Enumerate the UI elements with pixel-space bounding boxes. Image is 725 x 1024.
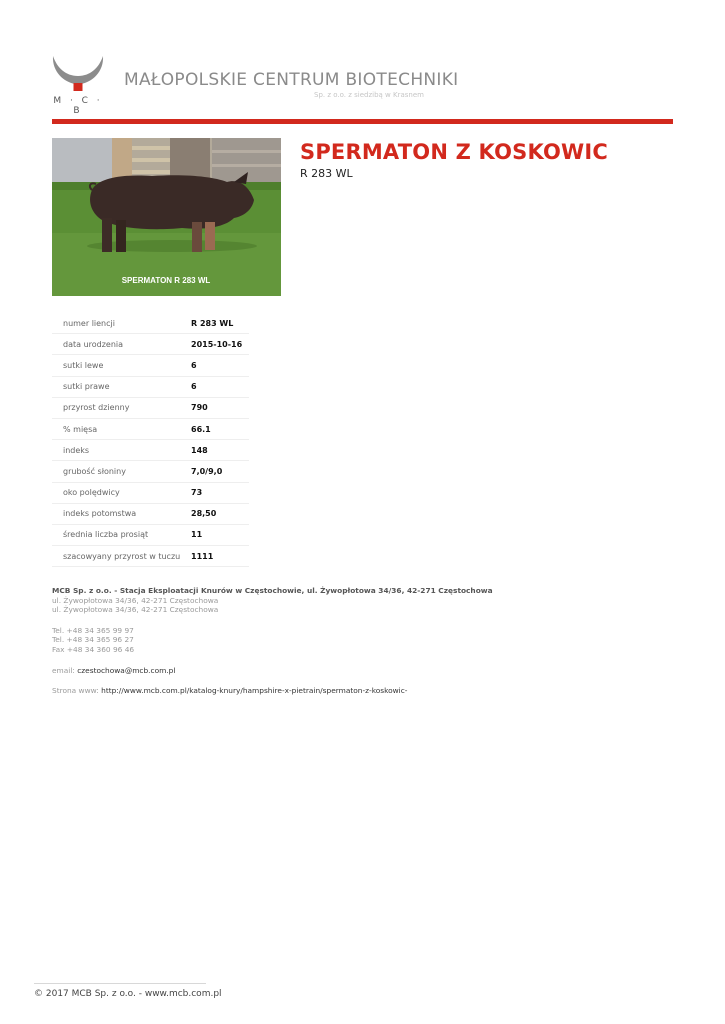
spec-value: 28,50 xyxy=(191,503,249,524)
spec-label: data urodzenia xyxy=(52,334,191,355)
table-row xyxy=(52,546,249,567)
spec-value: 6 xyxy=(191,376,249,397)
spec-label: oko polędwicy xyxy=(52,482,191,503)
contact-fax: Fax +48 34 360 96 46 xyxy=(52,644,135,654)
spec-label: indeks xyxy=(52,440,191,461)
spec-value: 66.1 xyxy=(191,418,249,439)
contact-company: MCB Sp. z o.o. - Stacja Eksploatacji Knurów w Częstochowie, ul. Żywopłotowa 34/36, 42-271 Częstochowa xyxy=(52,586,493,595)
spec-value: 73 xyxy=(191,482,249,503)
spec-label: szacowyany przyrost w tuczu xyxy=(52,546,191,567)
mcb-logo xyxy=(50,52,106,116)
contact-www-row xyxy=(52,686,493,696)
footer-copyright: © 2017 MCB Sp. z o.o. - www.mcb.com.pl xyxy=(34,989,222,999)
spec-label: przyrost dzienny xyxy=(52,397,191,418)
spec-label: indeks potomstwa xyxy=(52,503,191,524)
brand-name: MAŁOPOLSKIE CENTRUM BIOTECHNIKI xyxy=(124,70,459,90)
table-row xyxy=(52,418,249,439)
photo-caption: SPERMATON R 283 WL xyxy=(121,276,211,285)
spec-value: 790 xyxy=(191,397,249,418)
spec-table xyxy=(52,313,249,567)
email-link[interactable]: czestochowa@mcb.com.pl xyxy=(77,665,176,675)
table-row xyxy=(52,313,249,334)
table-row xyxy=(52,524,249,545)
footer-divider xyxy=(34,983,206,984)
contact-block xyxy=(52,586,493,696)
table-row xyxy=(52,503,249,524)
contact-phone: Tel. +48 34 365 99 97 xyxy=(52,625,134,635)
spec-label: grubość słoniny xyxy=(52,461,191,482)
contact-email-row xyxy=(52,666,493,676)
table-row xyxy=(52,482,249,503)
table-row xyxy=(52,397,249,418)
spec-label: numer liencji xyxy=(52,313,191,334)
spec-label: % mięsa xyxy=(52,418,191,439)
table-row xyxy=(52,334,249,355)
spec-label: średnia liczba prosiąt xyxy=(52,524,191,545)
table-row xyxy=(52,461,249,482)
www-link[interactable]: http://www.mcb.com.pl/katalog-knury/hampshire-x-pietrain/spermaton-z-koskowic- xyxy=(101,686,408,696)
spec-label: sutki prawe xyxy=(52,376,191,397)
product-title: SPERMATON Z KOSKOWIC xyxy=(300,140,609,164)
contact-phone: Tel. +48 34 365 96 27 xyxy=(52,635,134,645)
spec-value: 11 xyxy=(191,524,249,545)
spec-value: 1111 xyxy=(191,546,249,567)
product-subtitle: R 283 WL xyxy=(300,167,353,180)
table-row xyxy=(52,355,249,376)
spec-value: 148 xyxy=(191,440,249,461)
product-photo xyxy=(52,138,281,296)
contact-address: ul. Żywopłotowa 34/36, 42-271 Częstochowa xyxy=(52,605,219,615)
bull-horns-icon xyxy=(50,52,106,94)
table-row xyxy=(52,440,249,461)
site-header xyxy=(50,52,673,116)
spec-value: 2015-10-16 xyxy=(191,334,249,355)
contact-address: ul. Żywopłotowa 34/36, 42-271 Częstochowa xyxy=(52,595,219,605)
logo-letters: M · C · B xyxy=(53,96,103,116)
www-label: Strona www: xyxy=(52,686,99,696)
spec-value: R 283 WL xyxy=(191,313,249,334)
spec-value: 7,0/9,0 xyxy=(191,461,249,482)
table-row xyxy=(52,376,249,397)
header-divider xyxy=(52,119,673,124)
spec-value: 6 xyxy=(191,355,249,376)
spec-label: sutki lewe xyxy=(52,355,191,376)
brand-tagline: Sp. z o.o. z siedzibą w Krasnem xyxy=(314,91,424,99)
email-label: email: xyxy=(52,665,75,675)
